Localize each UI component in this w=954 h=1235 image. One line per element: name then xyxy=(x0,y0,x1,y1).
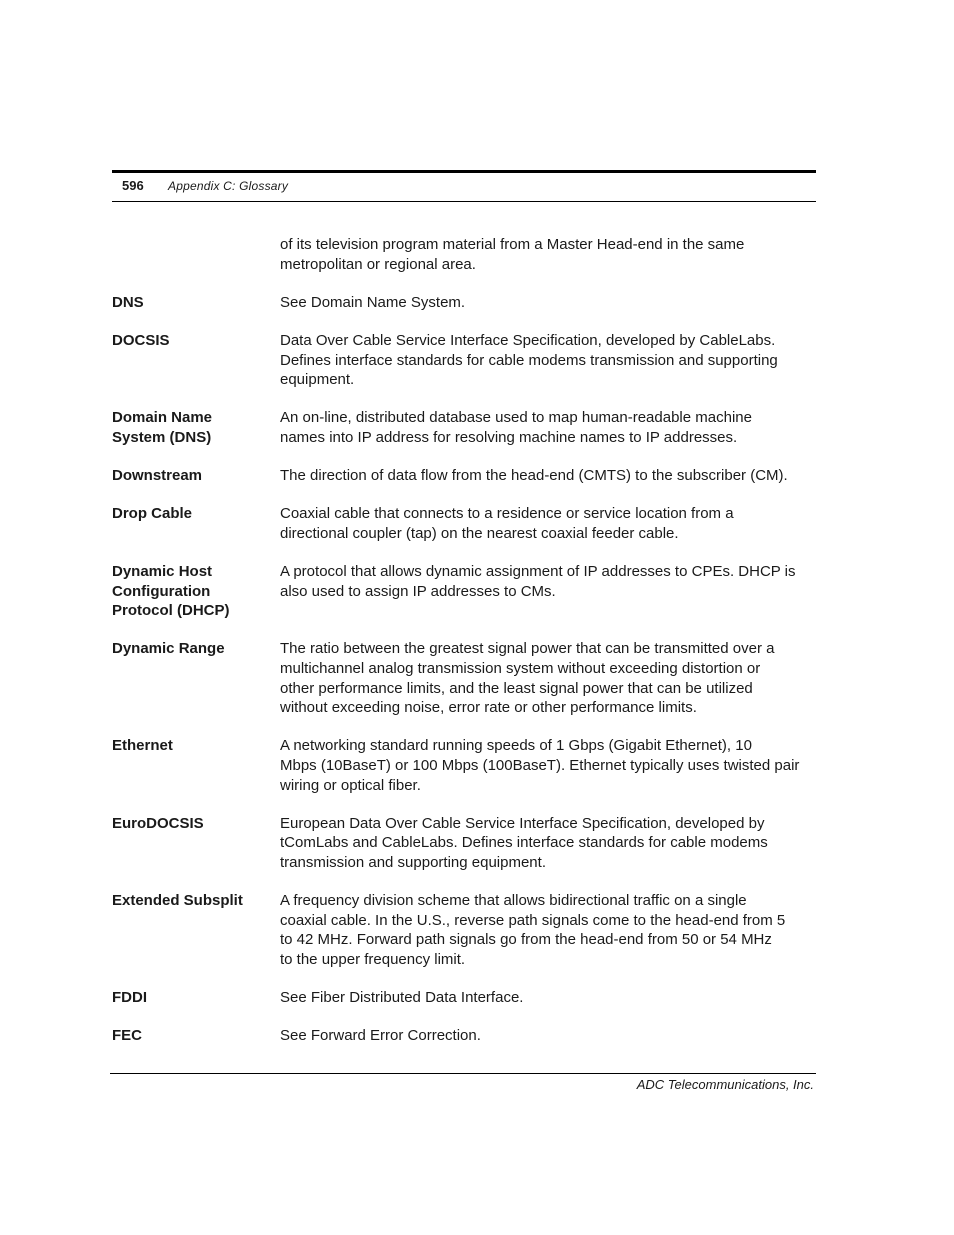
glossary-term: Domain Name System (DNS) xyxy=(112,409,213,446)
glossary-entry xyxy=(112,331,822,390)
glossary-definition: An on-line, distributed database used to map human-readable machine names into IP address for resolving machine names to IP addresses. xyxy=(280,409,752,446)
footer-company: ADC Telecommunications, Inc. xyxy=(636,1077,814,1092)
glossary-entry xyxy=(112,408,822,447)
glossary-definition: of its television program material from a Master Head-end in the same metropolitan or regional area. xyxy=(280,236,745,273)
glossary-term: FEC xyxy=(112,1027,142,1045)
chapter-title: Appendix C: Glossary xyxy=(168,179,289,193)
glossary-term xyxy=(112,235,280,274)
glossary-term: Ethernet xyxy=(112,737,173,755)
glossary-definition: A frequency division scheme that allows bidirectional traffic on a single coaxial cable. In the U.S., reverse path signals come to the head-end from 5 to 42 MHz. Forward path signals go from the head-end from 50 or 54 MHz to the upper frequency limit. xyxy=(280,892,786,968)
header-divider xyxy=(112,201,816,202)
glossary-term: Drop Cable xyxy=(112,505,193,523)
glossary-term: DNS xyxy=(112,293,144,311)
glossary-entry xyxy=(112,639,822,717)
glossary-entry xyxy=(112,293,822,313)
glossary-entry xyxy=(112,235,822,274)
glossary-definition: European Data Over Cable Service Interface Specification, developed by tComLabs and CableLabs. Defines interface standards for cable modems transmission and supporting equipment. xyxy=(280,814,768,871)
glossary-term: Downstream xyxy=(112,467,203,485)
glossary-definition: A protocol that allows dynamic assignment of IP addresses to CPEs. DHCP is also used to assign IP addresses to CMs. xyxy=(280,563,796,600)
glossary-term: EuroDOCSIS xyxy=(112,814,204,832)
glossary-definition: Coaxial cable that connects to a residence or service location from a directional coupler (tap) on the nearest coaxial feeder cable. xyxy=(280,505,734,542)
glossary-list xyxy=(112,235,822,1065)
glossary-entry xyxy=(112,736,822,795)
glossary-entry xyxy=(112,504,822,543)
glossary-definition: The ratio between the greatest signal power that can be transmitted over a multichannel analog transmission system without exceeding distortion or other performance limits, and the least signal power that can be utilized without exceeding noise, error rate or other performance limits. xyxy=(280,640,775,717)
glossary-term: FDDI xyxy=(112,989,147,1007)
glossary-term: Extended Subsplit xyxy=(112,892,243,910)
glossary-term: DOCSIS xyxy=(112,331,170,349)
glossary-definition: The direction of data flow from the head-end (CMTS) to the subscriber (CM). xyxy=(280,467,788,485)
glossary-entry xyxy=(112,1026,822,1046)
page-number: 596 xyxy=(122,178,144,193)
glossary-term: Dynamic Host Configuration Protocol (DHCP) xyxy=(112,563,230,620)
header-rule xyxy=(112,170,816,173)
glossary-entry xyxy=(112,466,822,486)
footer-divider xyxy=(110,1073,816,1074)
glossary-definition: See Domain Name System. xyxy=(280,293,466,311)
glossary-definition: See Fiber Distributed Data Interface. xyxy=(280,989,524,1007)
glossary-definition: See Forward Error Correction. xyxy=(280,1027,481,1045)
glossary-entry xyxy=(112,891,822,969)
glossary-definition: A networking standard running speeds of 1 Gbps (Gigabit Ethernet), 10 Mbps (10BaseT) or 100 Mbps (100BaseT). Ethernet typically uses twisted pair wiring or optical fiber. xyxy=(280,737,800,794)
glossary-definition: Data Over Cable Service Interface Specification, developed by CableLabs. Defines interface standards for cable modems transmission and supporting equipment. xyxy=(280,331,778,389)
glossary-entry xyxy=(112,562,822,621)
glossary-entry xyxy=(112,814,822,873)
glossary-entry xyxy=(112,988,822,1008)
glossary-term: Dynamic Range xyxy=(112,640,225,658)
